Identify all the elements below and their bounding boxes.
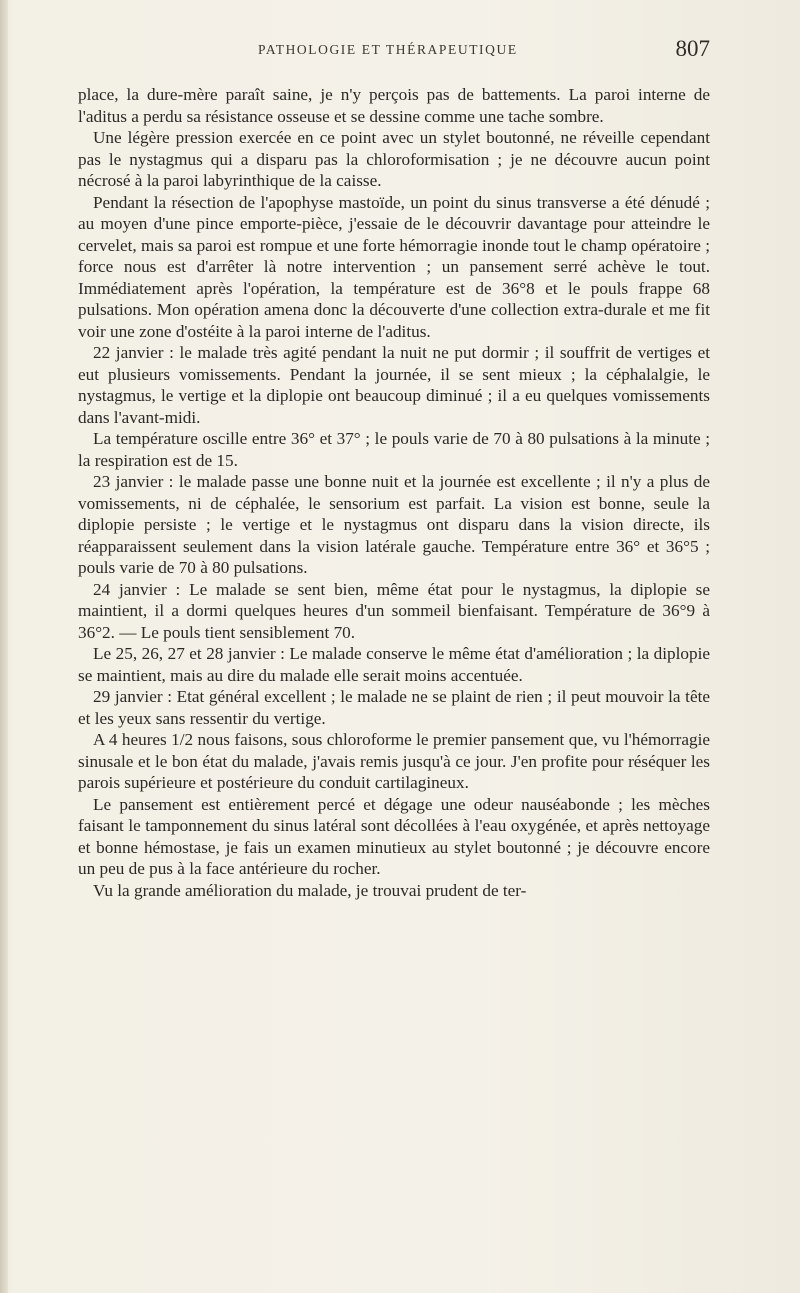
paragraph: Vu la grande amélioration du malade, je trouvai prudent de ter- — [93, 880, 527, 900]
paragraph: 29 janvier : Etat général excellent ; le malade ne se plaint de rien ; il peut mouvoir la tête et les yeux sans ressentir du vertige. — [78, 687, 710, 728]
binding-edge — [0, 0, 8, 1293]
paragraph: 24 janvier : Le malade se sent bien, même état pour le nystagmus, la diplopie se maintient, il a dormi quelques heures d'un sommeil bienfaisant. Température de 36°9 à 36°2. — Le pouls tient sensiblement 70. — [78, 579, 710, 642]
paragraph: place, la dure-mère paraît saine, je n'y perçois pas de battements. La paroi interne de l'aditus a perdu sa résistance osseuse et se dessine comme une tache sombre. — [78, 85, 710, 126]
paragraph: Le pansement est entièrement percé et dégage une odeur nauséabonde ; les mèches faisant le tamponnement du sinus latéral sont décollées à l'eau oxygénée, et après nettoyage et bonne hémostase, je fais un examen minutieux au stylet boutonné ; je découvre encore un peu de pus à la face antérieure du rocher. — [78, 794, 710, 878]
page-number: 807 — [675, 36, 710, 61]
paragraph: 22 janvier : le malade très agité pendant la nuit ne put dormir ; il souffrit de vertiges et eut plusieurs vomissements. Pendant la journée, il se sent mieux ; la céphalalgie, le nystagmus, le vertige et la diplopie ont beaucoup diminué ; il a eu quelques vomissements dans l'avant-midi. — [78, 343, 710, 427]
paragraph: Une légère pression exercée en ce point avec un stylet boutonné, ne réveille cependant pas le nystagmus qui a disparu pas la chloroformisation ; je ne découvre aucun point nécrosé à la paroi labyrinthique de la caisse. — [78, 128, 710, 190]
paragraph: Pendant la résection de l'apophyse mastoïde, un point du sinus transverse a été dénudé ; au moyen d'une pince emporte-pièce, j'essaie de le découvrir davantage pour atteindre le cervelet, mais sa paroi est rompue et une forte hémorragie inonde tout le champ opératoire ; force nous est d'arrêter là notre intervention ; un pansement serré achève le tout. Immédiatement après l'opération, la température est de 36°8 et le pouls frappe 68 pulsations. Mon opération amena donc la découverte d'une collection extra-durale et me fit voir une zone d'ostéite à la paroi interne de l'aditus. — [78, 192, 710, 341]
paragraph: La température oscille entre 36° et 37° ; le pouls varie de 70 à 80 pulsations à la minute ; la respiration est de 15. — [78, 429, 710, 470]
paragraph: 23 janvier : le malade passe une bonne nuit et la journée est excellente ; il n'y a plus de vomissements, ni de céphalée, le sensorium est parfait. La vision est bonne, seule la diplopie persiste ; le vertige et le nystagmus ont disparu dans la vision directe, ils réapparaissent seulement dans la vision latérale gauche. Température entre 36° et 36°5 ; pouls varie de 70 à 80 pulsations. — [78, 472, 710, 577]
body-text — [78, 84, 710, 901]
paragraph: Le 25, 26, 27 et 28 janvier : Le malade conserve le même état d'amélioration ; la diplopie se maintient, mais au dire du malade elle serait moins accentuée. — [78, 644, 710, 685]
page-header — [78, 36, 710, 66]
running-title: PATHOLOGIE ET THÉRAPEUTIQUE — [258, 42, 518, 57]
paragraph: A 4 heures 1/2 nous faisons, sous chloroforme le premier pansement que, vu l'hémorragie sinusale et le bon état du malade, j'avais remis jusqu'à ce jour. J'en profite pour réséquer les parois supérieure et postérieure du conduit cartilagineux. — [78, 730, 710, 792]
